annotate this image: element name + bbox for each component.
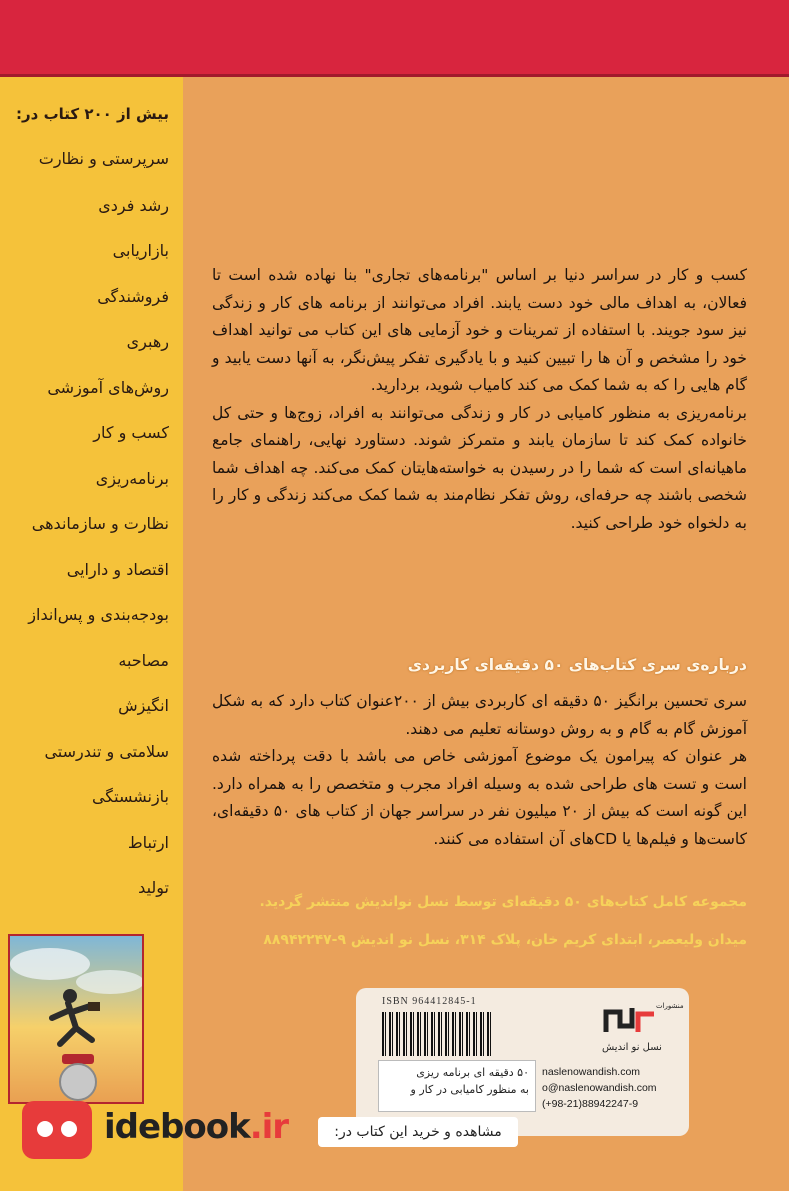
running-man-illustration bbox=[10, 936, 142, 1102]
publisher-phone: (+98-21)88942247-9 bbox=[542, 1098, 639, 1110]
publisher-address: میدان ولیعصر، ابتدای کریم خان، پلاک ۳۱۴، نسل نو اندیش ۹-۸۸۹۴۲۲۴۷ bbox=[263, 932, 747, 948]
barcode bbox=[382, 1012, 492, 1056]
publisher-email[interactable]: o@naslenowandish.com bbox=[542, 1082, 657, 1094]
topic-item: اقتصاد و دارایی bbox=[66, 560, 169, 579]
topic-item: مصاحبه bbox=[118, 651, 169, 670]
book-logo-icon bbox=[22, 1101, 92, 1159]
topic-item: رهبری bbox=[126, 332, 169, 351]
topic-item: بازاریابی bbox=[112, 241, 169, 260]
topic-item: نظارت و سازماندهی bbox=[31, 514, 169, 533]
topic-item: برنامه‌ریزی bbox=[95, 469, 169, 488]
topic-item: سرپرستی و نظارت bbox=[38, 149, 169, 168]
description-paragraph: کسب و کار در سراسر دنیا بر اساس "برنامه‌های تجاری" بنا نهاده شده است تا فعالان، به اهداف مالی خود دست یابند. افراد می‌توانند از برنامه های کار و زندگی نیز سود جویند. با استفاده از تمرینات و خود آزمایی های این کتاب می توانید اهداف خود را مشخص و آن ها را تبیین کنید و با یادگیری تفکر پیش‌نگر، به آنها دست یابید و گام هایی را که به شما کمک می کند کامیاب شوید، بردارید. bbox=[212, 266, 747, 394]
logo-dot bbox=[37, 1121, 53, 1137]
watermark-brand bbox=[104, 1107, 288, 1147]
publisher-name: نسل نو اندیش bbox=[602, 1042, 662, 1053]
top-color-band bbox=[0, 0, 789, 74]
topic-item: فروشندگی bbox=[97, 287, 169, 306]
publisher-logo-icon bbox=[602, 1002, 662, 1040]
brand-main: idebook bbox=[104, 1107, 250, 1147]
book-cover-thumbnail bbox=[8, 934, 144, 1104]
topic-item: رشد فردی bbox=[98, 196, 169, 215]
series-description bbox=[212, 688, 747, 853]
topic-item: بودجه‌بندی و پس‌انداز bbox=[28, 605, 169, 624]
topic-item: ارتباط bbox=[127, 833, 169, 852]
logo-dot bbox=[61, 1121, 77, 1137]
topic-item: انگیزش bbox=[118, 696, 169, 715]
description-paragraph: برنامه‌ریزی به منظور کامیابی در کار و زندگی می‌توانند به افراد، زوج‌ها و حتی کل خانواده کمک کند تا سازمان یابند و متمرکز شوند. دستاورد نهایی، راهنمای جامع ماهیانه‌ای است که شما را در رسیدن به خواسته‌هایتان کمک می‌کند. چه اهداف شما شخصی باشند چه حرفه‌ای، روش تفکر نظام‌مند به شما کمک می‌کند زندگی و کار را به دلخواه خود طراحی کنید. bbox=[212, 403, 747, 532]
description-text bbox=[212, 262, 747, 537]
watermark-caption: مشاهده و خرید این کتاب در: bbox=[318, 1117, 518, 1147]
topic-item: کسب و کار bbox=[93, 423, 169, 442]
sidebar-heading: بیش از ۲۰۰ کتاب در: bbox=[16, 105, 169, 123]
series-paragraph: هر عنوان که پیرامون یک موضوع آموزشی خاص می باشد با دقت پرداخته شده است و تست های طراحی شده به وسیله افراد مجرب و متخصص را به همراه دارد. این گونه است که بیش از ۲۰ میلیون نفر در سراسر جهان از کتاب های ۵۰ دقیقه‌ای، کاست‌ها و فیلم‌ها یا CDهای آن استفاده می کنند. bbox=[212, 747, 747, 848]
isbn-number: ISBN 964412845-1 bbox=[382, 996, 477, 1007]
sticker-line: به منظور کامیابی در کار و bbox=[410, 1083, 529, 1096]
topic-item: تولید bbox=[138, 878, 169, 897]
site-watermark[interactable] bbox=[0, 1101, 520, 1159]
publisher-small-label: منشورات bbox=[656, 1002, 684, 1010]
topic-item: بازنشستگی bbox=[91, 787, 169, 806]
series-section-title: درباره‌ی سری کتاب‌های ۵۰ دقیقه‌ای کاربردی bbox=[407, 656, 747, 674]
topic-item: روش‌های آموزشی bbox=[47, 378, 169, 397]
publisher-note: مجموعه کامل کتاب‌های ۵۰ دقیقه‌ای توسط نسل نواندیش منتشر گردید. bbox=[259, 894, 747, 910]
sticker-line: ۵۰ دقیقه ای برنامه ریزی bbox=[416, 1066, 529, 1079]
brand-tld: .ir bbox=[249, 1107, 289, 1147]
topic-item: سلامتی و تندرستی bbox=[44, 742, 169, 761]
publisher-website[interactable]: naslenowandish.com bbox=[542, 1066, 641, 1078]
series-paragraph: سری تحسین برانگیز ۵۰ دقیقه ای کاربردی بیش از ۲۰۰عنوان کتاب دارد که به شکل آموزش گام به گام و به روش دوستانه تعلیم می دهند. bbox=[212, 692, 748, 738]
